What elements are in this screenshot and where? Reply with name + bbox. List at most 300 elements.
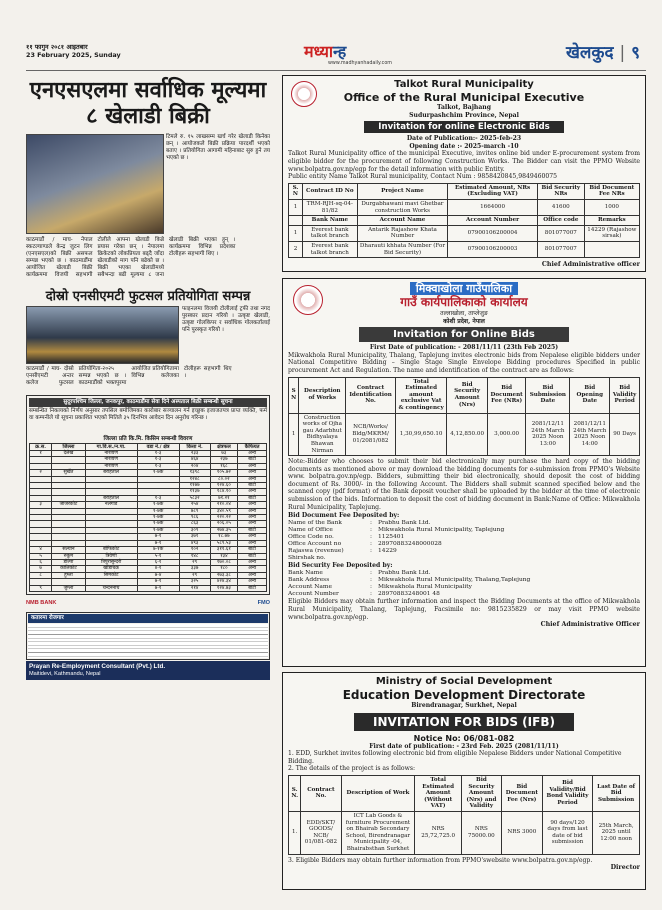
consultant-ad xyxy=(26,661,270,680)
mk-fee-item-part-2: Mikwakhola Rural Municipality, Taplejung xyxy=(378,526,505,533)
land-cell-4: ३२५ xyxy=(179,579,210,585)
land-cell-6: बाटो xyxy=(238,495,267,501)
edd-cell-3: NRS 25,72,725.0 xyxy=(415,811,461,854)
land-cell-4: ४९३ xyxy=(179,540,210,546)
tk-bank-cell-1: Everest bank talkot branch xyxy=(302,225,357,241)
land-cell-0: ७ xyxy=(30,566,52,572)
edd-pub: First date of publication: - 23rd Feb. 2025 (2081/11/11) xyxy=(369,742,559,750)
mk-addr1: तल्लाखोला, ताप्लेजुङ xyxy=(440,310,488,317)
land-cell-3: ४-१ xyxy=(137,566,179,572)
tk-bank-cell-5: 14229 (Rajashow sirsak) xyxy=(584,225,639,241)
land-cell-3: ५-१ xyxy=(137,553,179,559)
table-row xyxy=(30,585,267,591)
tk-bank-cell-2: Antarik Rajashow Khata Number xyxy=(357,225,447,241)
talkot-pub-date: Date of Publication:- 2025-feb-23 xyxy=(406,135,522,143)
land-head-cell-3: वडा नं./ क्षेत्र xyxy=(137,444,179,451)
land-cell-6: अन्य xyxy=(238,476,267,482)
talkot-open-date: Opening date :- 2025-march -10 xyxy=(409,142,519,150)
mk-cell-6: 2081/12/11 24th March 2025 Noon 13:00 xyxy=(526,413,570,456)
mk-cell-4: 4,12,850.00 xyxy=(447,413,487,456)
mk-fee-item-part-1: : xyxy=(370,534,372,541)
land-cell-5: २१०.०४ xyxy=(210,502,238,508)
mk-fee-item xyxy=(288,548,640,562)
land-cell-3: १-३ xyxy=(137,451,179,457)
mk-cell-3: 1,30,99,650.10 xyxy=(395,413,447,456)
mk-sec-item-part-2: Prabhu Bank Ltd. xyxy=(378,570,431,576)
tk-head-cell-4: Bid Security NRs xyxy=(537,183,584,199)
land-cell-5: १६८ xyxy=(210,463,238,469)
talkot-title1: Talkot Rural Municipality xyxy=(394,79,534,90)
edd-p2: 2. The details of the project is as follows: xyxy=(288,765,416,773)
consultant-address: Maitidevi, Kathmandu, Nepal xyxy=(29,670,101,677)
land-cell-5: ५८९.५३ xyxy=(210,540,238,546)
tk-bank-head-cell-3: Office code xyxy=(537,216,584,226)
mk-fee-item-part-0: Office Account no xyxy=(288,541,342,548)
edd-head-cell-1: Contract No. xyxy=(301,775,341,811)
mk-sec-item-part-0: Bank Name xyxy=(288,570,323,576)
edd-head-cell-7: Last Date of Bid Submission xyxy=(593,775,640,811)
land-cell-6: अन्य xyxy=(238,534,267,540)
nmb-logo: NMB BANK xyxy=(26,600,57,607)
land-cell-2: नलगाड xyxy=(85,502,137,508)
mk-head-cell-6: Bid Submission Date xyxy=(526,377,570,413)
story2-photo xyxy=(26,306,179,364)
mk-sec-item-part-1: : xyxy=(370,570,372,576)
mk-head-cell-4: Bid Security Amount (Nrs) xyxy=(447,377,487,413)
tk-head-cell-3: Estimated Amount, NRs (Excluding VAT) xyxy=(448,183,538,199)
mk-fee-item-part-0: Name of Office xyxy=(288,526,333,533)
tk-bank-head-cell-2: Account Number xyxy=(448,216,538,226)
page-number: ९ xyxy=(631,43,640,63)
date-english: 23 February 2025, Sunday xyxy=(26,51,121,59)
land-table-caption: जिल्ला प्रति कि.मि. किसिम सम्बन्धी विवरण xyxy=(103,436,193,442)
land-cell-1: सुर्खेत xyxy=(52,470,86,476)
logo-left: मध्या xyxy=(304,42,334,61)
mk-fee-item-part-0: Rajaswa (revenue) Shirshak no. xyxy=(288,548,344,562)
land-cell-1: जुम्ला xyxy=(52,585,86,591)
land-cell-4: २९ xyxy=(179,572,210,578)
mk-point2: Eligible Bidders may obtain further information and inspect the Bidding Documents at the office of Mikwakhola Rural Municipality, Thalang, Taplejung, Facsimile no: 9815235829 or may visit PPMO website www.bolpatra.gov.np/egp. xyxy=(288,598,640,621)
land-cell-5: १८० xyxy=(210,566,238,572)
land-cell-0: ३ xyxy=(30,502,52,508)
edd-cell-1: EDD/SKT/ GOODS/ NCB/ 01/081-082 xyxy=(301,811,341,854)
mk-head-cell-3: Total Estimated amount exclusive Vat & contingency xyxy=(395,377,447,413)
land-cell-6: अन्य xyxy=(238,489,267,495)
mk-fee-item xyxy=(288,520,640,527)
mk-fee-item-part-1: : xyxy=(370,548,372,555)
mk-fee-item-part-2: 28970883248000028 xyxy=(378,541,442,548)
land-cell-5: ७१.२१ xyxy=(210,495,238,501)
land-cell-4: २९ xyxy=(179,559,210,565)
header-date xyxy=(26,43,121,59)
land-cell-6: बाटो xyxy=(238,585,267,591)
tk-cell-2: Durgabhawani mavi Ghetbar construction Works xyxy=(357,199,447,215)
land-cell-4: ११३७ xyxy=(179,489,210,495)
edd-title1: Ministry of Social Development xyxy=(375,676,553,687)
edd-cell-2: ICT Lab Goods & furniture Procurement on Bhairab Secondary School, Birendranagar Municipality -04, Bhairabsthan Surkhet xyxy=(341,811,415,854)
land-cell-2: बाँफिकोट xyxy=(85,547,137,553)
edd-cell-7: 25th March, 2025 until 12:00 noon xyxy=(593,811,640,854)
tk-cell-3: 1664000 xyxy=(448,199,538,215)
land-cell-6: बाटो xyxy=(238,483,267,489)
tk-cell-1: TRM-RJH-sq-04-81/82 xyxy=(302,199,357,215)
land-cell-3: १-७क xyxy=(137,515,179,521)
land-cell-0: ४ xyxy=(30,547,52,553)
land-head-cell-6: कैफियत xyxy=(238,444,267,451)
edd-table xyxy=(288,775,640,855)
mk-addr2: कोशी प्रदेश, नेपाल xyxy=(443,317,485,325)
land-cell-5: २०६.०५ xyxy=(210,521,238,527)
mk-sec-item xyxy=(288,570,640,577)
talkot-signatory: Chief Administrative officer xyxy=(541,261,640,269)
land-cell-1: डोल्पा xyxy=(52,559,86,565)
mk-sec-item-part-1: : xyxy=(370,577,372,584)
mk-sec-item xyxy=(288,584,640,591)
mk-title-np2: गाउँ कार्यपालिकाको कार्यालय xyxy=(400,295,528,309)
land-cell-5: ४२४.३४ xyxy=(210,579,238,585)
mk-head-cell-8: Bid Validity Period xyxy=(610,377,640,413)
land-cell-3: १-७क xyxy=(137,521,179,527)
mk-pub: First Date of publication: - 2081/11/11 (23th Feb 2025) xyxy=(369,344,559,352)
land-cell-0: ६ xyxy=(30,559,52,565)
headline2: दोस्रो एनसीएमटी फुटसल प्रतियोगिता सम्पन्न xyxy=(45,289,251,304)
mk-intro: Mikwakhola Rural Municipality, Thalang, Taplejung invites electronic bids from Nepalese eligible bidders under National Competitive Bidding – Single Stage Single Envelope Bidding procedures Specified in public procurement Act and Regulation. The name and identification of the contract are as follows: xyxy=(288,351,640,374)
land-cell-3: १-३ xyxy=(137,463,179,469)
land-cell-5: २७४.३५ xyxy=(210,527,238,533)
land-cell-2: नारायण xyxy=(85,463,137,469)
tk-head-cell-1: Contract ID No xyxy=(302,183,357,199)
land-cell-5: २७३.३८ xyxy=(210,572,238,578)
edd-signatory: Director xyxy=(610,864,640,872)
mk-fee-item-part-0: Office Code no. xyxy=(288,534,334,541)
land-cell-3: १-३ xyxy=(137,495,179,501)
land-cell-3: ७-१ xyxy=(137,540,179,546)
land-cell-5: १७०.०८ xyxy=(210,559,238,565)
mk-fee-item-part-1: : xyxy=(370,541,372,548)
tk-head-cell-5: Bid Document Fee NRs xyxy=(584,183,639,199)
land-cell-3: ७-१क xyxy=(137,547,179,553)
mk-sec-item-part-2: 28970883248001 48 xyxy=(378,591,440,598)
story2-body: काठमाडौं / माघ- दोस्रो एनसीएमटी अन्तर कलेज फुटसल प्रतियोगिता-२०२५ सम्पन्न भएको छ । काठमाडौंको भक्तपुरमा आयोजित प्रतियोगितामा विभिन्न कलेजका टोलीहरू सहभागी थिए । xyxy=(26,366,232,386)
story2-side-text: फाइनलमा विजयी टोलीलाई ट्रफी तथा नगद पुरस्कार प्रदान गरियो । उत्कृष्ट खेलाडी, उत्कृष्ट गोलकिपर र सर्वाधिक गोलकर्तालाई पनि पुरस्कृत गरियो । xyxy=(182,306,270,333)
mk-cell-5: 3,000.00 xyxy=(487,413,526,456)
land-cell-1: हुम्ला xyxy=(52,572,86,578)
section-label: खेलकुद xyxy=(566,43,614,63)
land-cell-2: नारायण xyxy=(85,451,137,457)
land-cell-6: अन्य xyxy=(238,463,267,469)
edd-notice-no: Notice No: 06/081-082 xyxy=(413,733,515,743)
land-cell-3: ७-१ xyxy=(137,534,179,540)
tk-bank-cell-1: Everest bank talkot branch xyxy=(302,241,357,257)
land-cell-6: बाटो xyxy=(238,547,267,553)
talkot-addr2: Sudurpashchim Province, Nepal xyxy=(409,111,519,119)
mk-head-cell-5: Bid Document Fee (NRs) xyxy=(487,377,526,413)
mk-fee-item xyxy=(288,534,640,541)
talkot-title2: Office of the Rural Municipal Executive xyxy=(343,91,585,104)
tk-bank-cell-0: 1 xyxy=(289,225,303,241)
mk-fee-item-part-2: 1125401 xyxy=(378,534,405,541)
land-cell-4: २०४ xyxy=(179,463,210,469)
edd-head-cell-6: Bid Validity/Bid Bond Validity Period xyxy=(542,775,592,811)
land-cell-0: २ xyxy=(30,470,52,476)
land-cell-6: अन्य xyxy=(238,559,267,565)
land-cell-5: १२४.६० xyxy=(210,483,238,489)
land-cell-2: खाँडाचक्र xyxy=(85,566,137,572)
land-cell-3: ७-१ xyxy=(137,579,179,585)
land-cell-4: ३०९ xyxy=(179,527,210,533)
edd-cell-4: NRS 75000.00 xyxy=(461,811,501,854)
tk-head-cell-0: S. N xyxy=(289,183,303,199)
tk-bank-head-cell-4: Remarks xyxy=(584,216,639,226)
newspaper-logo xyxy=(304,40,346,62)
land-cell-1: जाजरकोट xyxy=(52,502,86,508)
land-cell-5: १२४.७३ xyxy=(210,585,238,591)
mikwakhola-notice xyxy=(282,278,646,667)
mk-fee-heading: Bid Document Fee Deposited by: xyxy=(288,512,400,520)
land-cell-3: ७-१ xyxy=(137,585,179,591)
mk-fee-item-part-0: Name of the Bank xyxy=(288,519,342,526)
land-cell-4: १४८ xyxy=(179,553,210,559)
land-cell-0: ८ xyxy=(30,572,52,578)
land-cell-6: अन्य xyxy=(238,515,267,521)
land-cell-3: १-७क xyxy=(137,502,179,508)
mk-title-np1: मिक्वाखोला गाउँपालिका xyxy=(288,282,640,295)
talkot-notice xyxy=(282,75,646,272)
mk-cell-0: 1 xyxy=(289,413,299,456)
edd-cell-6: 90 days/120 days from last date of bid submission xyxy=(542,811,592,854)
job-ad-title: कतारमा रोजगार xyxy=(28,614,268,623)
mk-sec-item-part-1: : xyxy=(370,584,372,591)
edd-bar: INVITATION FOR BIDS (IFB) xyxy=(354,713,574,731)
land-cell-5: ८०.०२ xyxy=(210,476,238,482)
land-cell-6: अन्य xyxy=(238,502,267,508)
land-cell-5: १०५.७२ xyxy=(210,470,238,476)
talkot-contact: Public entity Name Talkot Rural municipality, Contact Num : 9858420845,9849460075 xyxy=(288,173,557,181)
land-cell-3: १-७क xyxy=(137,508,179,514)
talkot-bar: Invitation for online Electronic Bids xyxy=(364,121,564,133)
mk-signatory: Chief Administrative Officer xyxy=(540,621,640,629)
land-cell-6: अन्य xyxy=(238,579,267,585)
mk-cell-2: NCB/Works/ Bldg/MKRM/ 01/2081/082 xyxy=(346,413,396,456)
land-cell-2: त्रिपुरासुन्दरी xyxy=(85,559,137,565)
land-cell-1: कालिकोट xyxy=(52,566,86,572)
tk-bank-cell-2: Dharauti khhata Number (For Bid Security) xyxy=(357,241,447,257)
land-cell-5: १८४.१० xyxy=(210,489,238,495)
story1 xyxy=(26,134,270,284)
mk-bar: Invitation for Online Bids xyxy=(359,327,569,342)
mk-note: Note:-Bidder who chooses to submit their bid electronically may purchase the hard copy of the bidding documents as mentioned above or may download the bidding documents for e-submission from PPMO's Website www. bolpatra.gov.np/egp. Bidders, submitting their bid electronically, should deposit the cost of bidding document of Rs. 3000/- in the following Account. The Bidders shall submit scanned specified below and the scanned copy (pdf format) of the Bank deposit voucher shall be uploaded by the bidder at the time of electronic submission of the bids. Information to deposit the cost of bidding document in Bank:Name of Office: Mikwakhola Rural Municipality, Taplejung. xyxy=(288,458,640,511)
fmo-logo: FMO xyxy=(257,600,270,607)
tk-bank-cell-4: 801077007 xyxy=(537,225,584,241)
land-cell-5: ३११.६१ xyxy=(210,547,238,553)
edd-head-cell-5: Bid Document Fee (Nrs) xyxy=(501,775,542,811)
land-cell-6: अन्य xyxy=(238,572,267,578)
land-cell-4: १२४८ xyxy=(179,476,210,482)
land-cell-2: चन्दननाथ xyxy=(85,585,137,591)
land-cell-2: सिमकोट xyxy=(85,572,137,578)
land-notice-text: सम्बन्धित निकायको निर्णय अनुसार तपसिल बमोजिमका कारोबार सञ्चालन गर्न इच्छुक इजाजतपत्र प्राप्त व्यक्ति, फर्म वा कम्पनीले यो सूचना प्रकाशित भएको मितिले ३५ दिनभित्र आवेदन दिन अनुरोध गरिन्छ । xyxy=(29,408,267,421)
land-cell-5: २२०.२२ xyxy=(210,515,238,521)
land-cell-6: अन्य xyxy=(238,566,267,572)
tk-bank-cell-0: 2 xyxy=(289,241,303,257)
land-cell-4: ३७१ xyxy=(179,534,210,540)
mk-sec-item-part-2: Mikwakhola Rural Municipality xyxy=(378,584,472,591)
mk-sec-list xyxy=(288,570,640,598)
edd-p1: 1. EDD, Surkhet invites following electronic bid from eligible Nepalese Bidders under National Competitive Bidding. xyxy=(288,750,622,765)
land-cell-2: त्रिवेणी xyxy=(85,553,137,559)
edd-head-cell-0: S. N. xyxy=(289,775,301,811)
tk-bank-head-cell-1: Account Name xyxy=(357,216,447,226)
tk-cell-5: 1000 xyxy=(584,199,639,215)
land-cell-6: अन्य xyxy=(238,521,267,527)
story1-photo xyxy=(26,134,164,234)
bank-ad-strip xyxy=(26,597,270,611)
land-cell-4: ११७७ xyxy=(179,483,210,489)
tk-bank-cell-3: 07900106200004 xyxy=(448,225,538,241)
land-cell-1: सल्यान xyxy=(52,547,86,553)
land-cell-0: ५ xyxy=(30,553,52,559)
land-cell-4: २५४ xyxy=(179,502,210,508)
job-ad xyxy=(26,612,270,660)
mk-fee-list xyxy=(288,520,640,563)
land-cell-4: २३३ xyxy=(179,451,210,457)
land-cell-3: ७-४ xyxy=(137,572,179,578)
land-cell-3: १-७क xyxy=(137,527,179,533)
land-table xyxy=(29,443,267,592)
edd-head-cell-3: Total Estimated Amount (Without VAT) xyxy=(415,775,461,811)
tk-bank-head-cell-0: Bank Name xyxy=(302,216,357,226)
land-cell-0: १ xyxy=(30,451,52,457)
story2 xyxy=(26,306,270,392)
land-cell-6: अन्य xyxy=(238,508,267,514)
mk-head-cell-1: Description of Works xyxy=(299,377,346,413)
edd-addr: Birendranagar, Surkhet, Nepal xyxy=(411,702,517,709)
land-cell-4: ७८९ xyxy=(179,508,210,514)
tk-bank-cell-4: 801077007 xyxy=(537,241,584,257)
mk-sec-item-part-0: Bank Address xyxy=(288,577,330,584)
land-cell-2: बराहताल xyxy=(85,470,137,476)
land-notice-box xyxy=(26,395,270,595)
land-cell-5: ३४०.५९ xyxy=(210,508,238,514)
date-nepali: ११ फागुन २०८१ आइतबार xyxy=(26,43,88,51)
mk-sec-item-part-0: Account Number xyxy=(288,591,339,598)
land-cell-1: दैलेख xyxy=(52,451,86,457)
land-cell-4: ९८६ xyxy=(179,515,210,521)
land-cell-5: २३७ xyxy=(210,457,238,463)
section-name: खेलकुद | ९ xyxy=(566,43,640,63)
land-cell-6: अन्य xyxy=(238,540,267,546)
mk-fee-item-part-1: : xyxy=(370,519,372,526)
edd-title2: Education Development Directorate xyxy=(342,688,586,702)
website-url: www.madhyanhadaily.com xyxy=(328,61,392,66)
land-cell-6: अन्य xyxy=(238,470,267,476)
masthead xyxy=(0,0,662,66)
land-cell-4: ८६३ xyxy=(179,521,210,527)
story1-side-text: टिमले रु. १५ लाखसम्म खर्च गरेर खेलाडी किनेका छन् । आयोजकले बिक्री प्रक्रिया पारदर्शी भएको बताए । प्रतियोगिता आगामी महिनाबाट सुरु हुने तय भएको छ । xyxy=(166,134,270,161)
job-ad-table xyxy=(28,624,268,658)
consultant-name: Prayan Re-Employment Consultant (Pvt.) Ltd. xyxy=(29,662,166,670)
land-cell-4: ५८३२ xyxy=(179,495,210,501)
mk-cell-1: Construction works of Ojha gau Adarbhut Bidhyalaya Bhawan Nirman xyxy=(299,413,346,456)
mk-head-cell-2: Contract Identification No. xyxy=(346,377,396,413)
mk-fee-item-part-1: : xyxy=(370,526,372,533)
land-head-cell-0: क्र.स. xyxy=(30,444,52,451)
land-cell-5: १३४ xyxy=(210,553,238,559)
nepal-emblem-icon xyxy=(293,285,323,315)
land-cell-4: ४६४ xyxy=(179,457,210,463)
logo-right: न्ह xyxy=(333,42,347,61)
land-cell-6: बाटो xyxy=(238,527,267,533)
left-news-column xyxy=(26,72,270,892)
land-cell-6: अन्य xyxy=(238,451,267,457)
mk-head-cell-7: Bid Opening Date xyxy=(570,377,610,413)
tk-bank-head-blank xyxy=(289,216,303,226)
edd-head-cell-2: Description of Work xyxy=(341,775,415,811)
talkot-addr1: Talkot, Bajhang xyxy=(437,104,491,111)
land-head-cell-4: कित्ता नं. xyxy=(179,444,210,451)
land-cell-3: १-७क xyxy=(137,470,179,476)
land-cell-6: बाटो xyxy=(238,553,267,559)
mk-head-cell-0: S N xyxy=(289,377,299,413)
land-cell-6: बाटो xyxy=(238,457,267,463)
story1-body: काठमाडौं / माघ- नेपाल स्कटल्याण्डले केन्द्र जुटन लिग (एनएसएल)को बिक्री असफल सम्पन्न भएको छ । काठमाडौंमा आयोजित खेलाडी बिक्री कार्यक्रममा विजयी सहभागी टोलीले आफ्ना खेलाडी किन्ने प्रयास गरेका छन् । नेपालमा क्रिकेटको लोकप्रियता बढ्दै जाँदा खेलाडीको माग पनि बढेको छ । बिक्री भएका खेलाडीमध्ये सबैभन्दा बढी मूल्यमा ८ जना खेलाडी बिक्री भएका हुन् । कार्यक्रममा विभिन्न प्रदेशका टोलीहरू सहभागी थिए । xyxy=(26,237,236,278)
mk-sec-item-part-0: Account Name xyxy=(288,584,332,591)
land-cell-5: ७३ xyxy=(210,451,238,457)
land-cell-1: रुकुम xyxy=(52,553,86,559)
mk-cell-7: 2081/12/11 24th March 2025 Noon 14:00 xyxy=(570,413,610,456)
tk-bank-cell-5 xyxy=(584,241,639,257)
header-rule xyxy=(26,70,646,71)
land-head-cell-2: गा.वि.स./न.पा. xyxy=(85,444,137,451)
mk-fee-item xyxy=(288,527,640,534)
edd-p3: 3. Eligible Bidders may obtain further information from PPMO'swebsite www.bolpatra.gov.np/egp. xyxy=(288,856,593,864)
land-cell-2: नारायण xyxy=(85,457,137,463)
mk-sec-item xyxy=(288,577,640,584)
land-notice-title: सुदूरपश्चिम जिल्ला, जनकपुर, काठमाडौंमा सेवा दिने अस्पताल बिक्री सम्बन्धी सूचना xyxy=(29,398,267,407)
edd-notice xyxy=(282,672,646,890)
mk-sec-item xyxy=(288,591,640,598)
mk-sec-item-part-1: : xyxy=(370,591,372,598)
tk-cell-4: 41600 xyxy=(537,199,584,215)
tk-head-cell-2: Project Name xyxy=(357,183,447,199)
land-cell-4: १३९८ xyxy=(179,470,210,476)
talkot-table xyxy=(288,183,640,258)
tk-bank-cell-3: 07900106200003 xyxy=(448,241,538,257)
talkot-body: Talkot Rural Municipality office of the municipal Executive, invites online bid under E-procurement system from eligible bidder for the procurement of following Construction Works. The Bidder can visit the PPMO Website www.bolpatra.gov.np/egp for the detail information with public Entity. xyxy=(288,150,640,173)
land-cell-3: ६-१ xyxy=(137,559,179,565)
mk-fee-item-part-2: Prabhu Bank Ltd. xyxy=(378,519,431,526)
land-cell-2: बराहताल xyxy=(85,495,137,501)
land-cell-4: ३३७ xyxy=(179,566,210,572)
land-head-cell-1: जिल्ला xyxy=(52,444,86,451)
edd-cell-0: 1. xyxy=(289,811,301,854)
land-head-cell-5: क्षेत्रफल xyxy=(210,444,238,451)
edd-head-cell-4: Bid Security Amount (Nrs) and Validity xyxy=(461,775,501,811)
nepal-emblem-icon xyxy=(291,81,317,107)
land-cell-3: १-३ xyxy=(137,457,179,463)
edd-cell-5: NRS 3000 xyxy=(501,811,542,854)
mk-table xyxy=(288,377,640,457)
tk-cell-0: 1 xyxy=(289,199,303,215)
main-headline: एनएसएलमा सर्वाधिक मूल्यमा ८ खेलाडी बिक्री xyxy=(29,78,267,129)
land-cell-4: २१४ xyxy=(179,585,210,591)
land-cell-5: १८.७७ xyxy=(210,534,238,540)
land-cell-0: ९ xyxy=(30,585,52,591)
mk-cell-8: 90 Days xyxy=(610,413,640,456)
mk-sec-heading: Bid Security Fee Deposited by: xyxy=(288,562,393,570)
mk-fee-item-part-2: 14229 xyxy=(378,548,397,555)
land-cell-4: १०२ xyxy=(179,547,210,553)
